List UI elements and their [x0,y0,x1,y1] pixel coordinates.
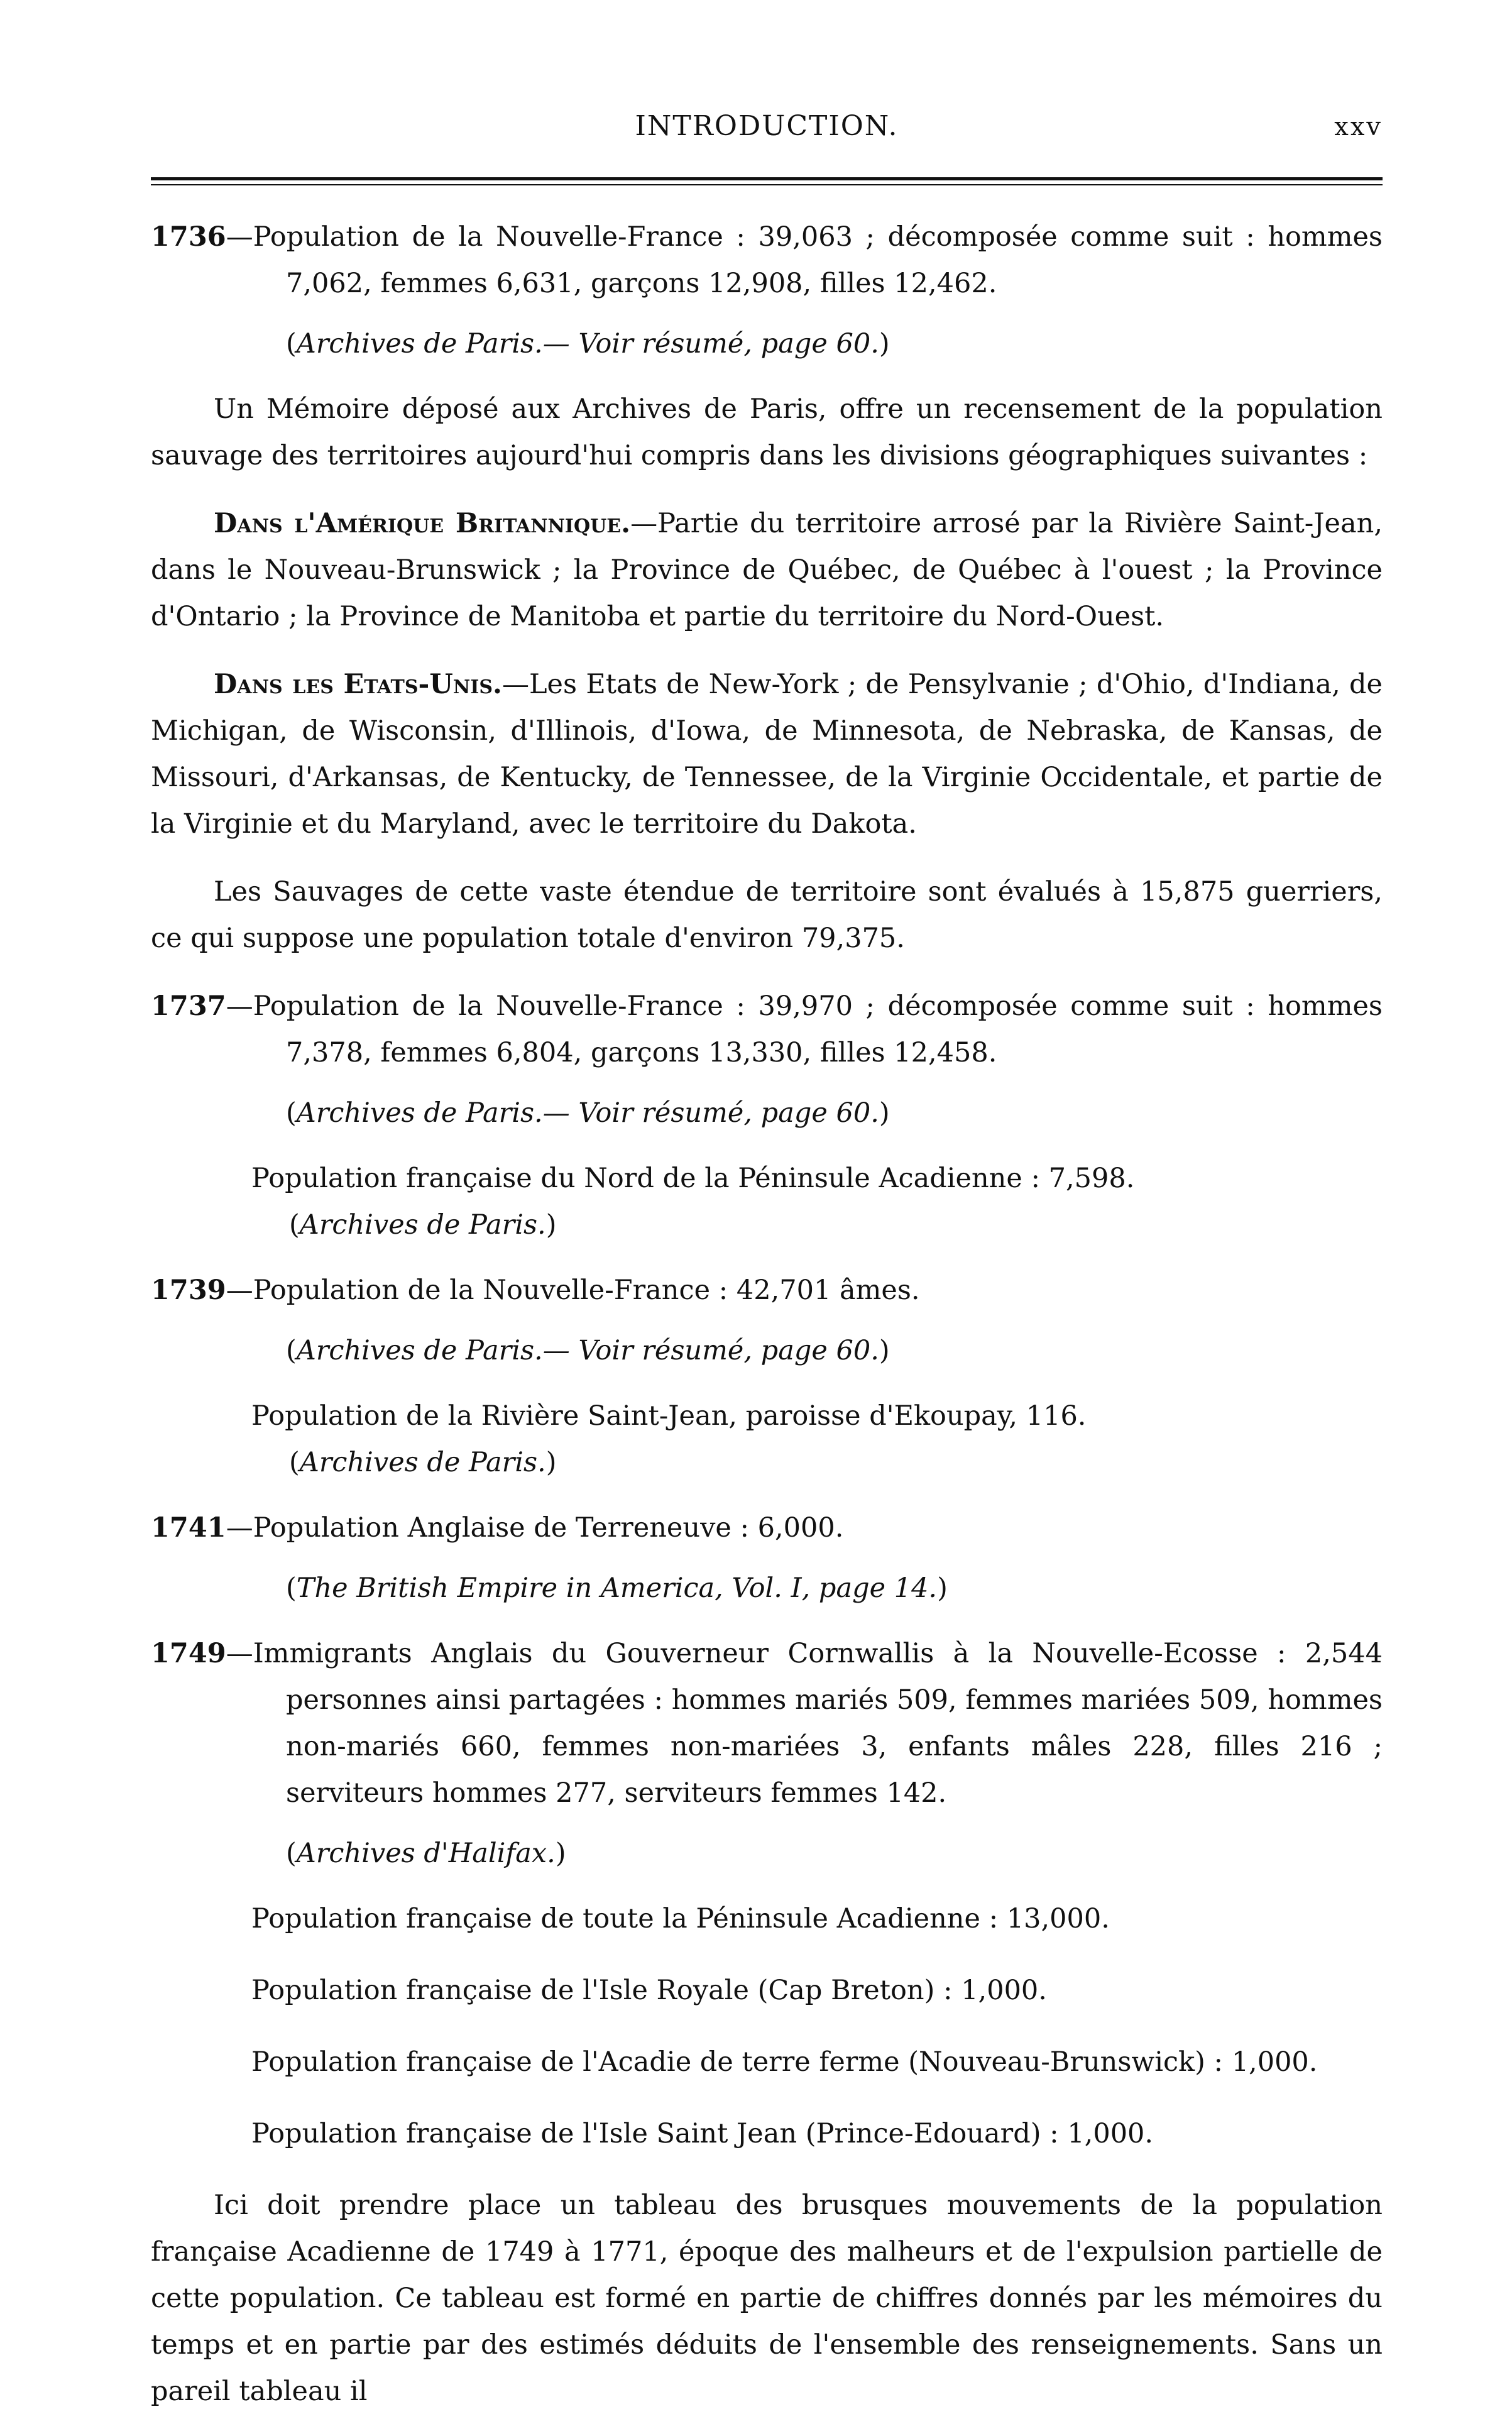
paragraph-tableau: Ici doit prendre place un tableau des brusques mouvements de la population française Acadienne de 1749 à 1771, époque des malheurs et de l'expulsion partielle de cette population. Ce tableau est formé en partie de chiffres donnés par les mémoires du temps et en partie par des estimés déduits de l'ensemble des renseignements. Sans un pareil tableau il [151,2190,1383,2407]
entry-1739 [151,1267,1383,1314]
header-rule-thin [151,184,1383,185]
entry-source: (Archives de Paris.— Voir résumé, page 60.) [286,1097,890,1129]
population-item: Population française de l'Isle Saint Jean (Prince-Edouard) : 1,000. [251,2118,1154,2149]
population-item: Population française de toute la Péninsule Acadienne : 13,000. [251,1903,1110,1934]
source-archive: Archives de Paris. [296,1097,543,1129]
entry-year: 1737 [151,990,226,1022]
paragraph-sauvages: Les Sauvages de cette vaste étendue de territoire sont évalués à 15,875 guerriers, ce qui suppose une population totale d'environ 79,375. [151,876,1383,954]
paragraph-amerique-britannique [151,500,1383,640]
source-ref: — Voir résumé, page 60. [542,1097,879,1129]
entry-source: (Archives de Paris.— Voir résumé, page 60.) [286,1335,890,1366]
entry-source: (The British Empire in America, Vol. I, page 14.) [286,1572,948,1604]
entry-text: —Immigrants Anglais du Gouverneur Cornwallis à la Nouvelle-Ecosse : 2,544 personnes ainsi partagées : hommes mariés 509, femmes mariées 509, hommes non-mariés 660, femmes non-mariées 3, enfants mâles 228, filles 216 ; serviteurs hommes 277, serviteurs femmes 142. [226,1638,1383,1809]
header-rule-thick [151,177,1383,180]
paragraph-memoire: Un Mémoire déposé aux Archives de Paris, offre un recensement de la population sauvage des territoires aujourd'hui compris dans les divisions géographiques suivantes : [151,393,1383,471]
section-head: Dans les Etats-Unis. [214,669,502,700]
entry-year: 1749 [151,1638,226,1669]
entry-1736 [151,214,1383,307]
entry-year: 1741 [151,1512,226,1544]
section-text: —Partie du territoire arrosé par la Rivière Saint-Jean, dans le Nouveau-Brunswick ; la Province de Québec, de Québec à l'ouest ; la Province d'Ontario ; la Province de Manitoba et partie du territoire du Nord-Ouest. [151,508,1383,632]
paragraph-etats-unis [151,661,1383,847]
entry-1737 [151,983,1383,1076]
source-ref: The British Empire in America, Vol. I, page 14. [296,1572,938,1604]
entry-source: (Archives de Paris.— Voir résumé, page 60.) [286,328,890,359]
section-text: —Les Etats de New-York ; de Pensylvanie ; d'Ohio, d'Indiana, de Michigan, de Wisconsin, d'Illinois, d'Iowa, de Minnesota, de Nebraska, de Kansas, de Missouri, d'Arkansas, de Kentucky, de Tennessee, de la Virginie Occidentale, et partie de la Virginie et du Maryland, avec le territoire du Dakota. [151,669,1383,840]
sub-entry: Population française du Nord de la Péninsule Acadienne : 7,598. [251,1163,1135,1194]
population-item: Population française de l'Isle Royale (Cap Breton) : 1,000. [251,1975,1047,2006]
entry-text: —Population Anglaise de Terreneuve : 6,000. [226,1512,844,1544]
source-archive: Archives de Paris. [296,1335,543,1366]
sub-entry-source: (Archives de Paris.) [289,1447,557,1478]
entry-1749 [151,1630,1383,1816]
source-ref: — Voir résumé, page 60. [542,328,879,359]
sub-entry: Population de la Rivière Saint-Jean, paroisse d'Ekoupay, 116. [251,1400,1087,1432]
entry-text: —Population de la Nouvelle-France : 39,063 ; décomposée comme suit : hommes 7,062, femmes 6,631, garçons 12,908, filles 12,462. [226,221,1383,299]
page-body [151,214,1383,2436]
page-header [151,110,1383,154]
population-item: Population française de l'Acadie de terre ferme (Nouveau-Brunswick) : 1,000. [251,2046,1318,2078]
sub-entry-source: (Archives de Paris.) [289,1209,557,1241]
page-number: xxv [1334,112,1383,141]
source-archive: Archives de Paris. [299,1209,546,1241]
source-archive: Archives d'Halifax. [296,1838,556,1869]
section-head: Dans l'Amérique Britannique. [214,508,631,539]
source-archive: Archives de Paris. [296,328,543,359]
running-title: INTRODUCTION. [635,110,899,142]
entry-text: —Population de la Nouvelle-France : 42,701 âmes. [226,1275,920,1306]
entry-year: 1739 [151,1275,226,1306]
entry-text: —Population de la Nouvelle-France : 39,970 ; décomposée comme suit : hommes 7,378, femmes 6,804, garçons 13,330, filles 12,458. [226,990,1383,1068]
source-ref: — Voir résumé, page 60. [542,1335,879,1366]
source-archive: Archives de Paris. [299,1447,546,1478]
entry-1741 [151,1505,1383,1551]
entry-source: (Archives d'Halifax.) [286,1838,566,1869]
entry-year: 1736 [151,221,226,253]
